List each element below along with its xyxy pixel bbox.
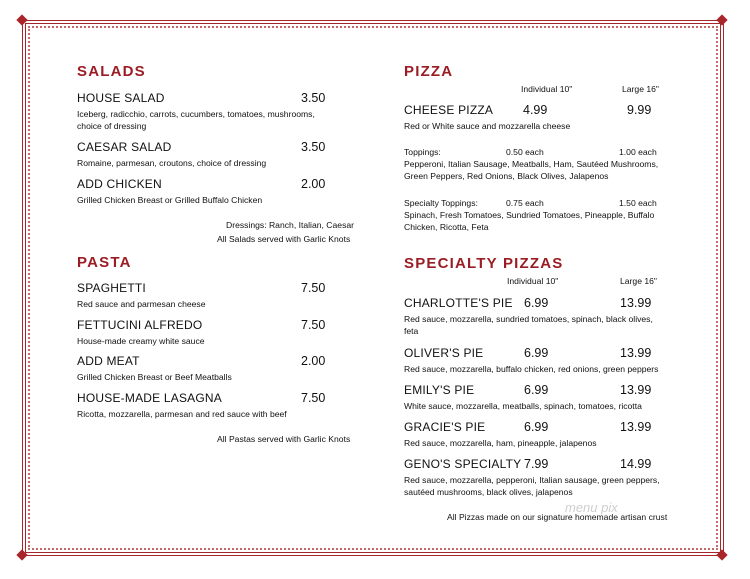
toppings-list: Pepperoni, Italian Sausage, Meatballs, Ham, Sautéed Mushrooms, bbox=[404, 159, 659, 169]
specialty-toppings-list: Spinach, Fresh Tomatoes, Sundried Tomatoes, Pineapple, Buffalo bbox=[404, 210, 655, 220]
menu-item-description: sautéed mushrooms, black olives, jalapenos bbox=[404, 487, 573, 497]
menu-item-name: CAESAR SALAD bbox=[77, 140, 172, 154]
menu-item-price: 3.50 bbox=[301, 140, 326, 154]
menu-item-name: OLIVER'S PIE bbox=[404, 346, 484, 360]
toppings-price-individual: 0.50 each bbox=[506, 147, 544, 157]
toppings-price-large: 1.00 each bbox=[619, 147, 657, 157]
menu-item-price-individual: 6.99 bbox=[524, 383, 549, 397]
menu-item-description: Red sauce and parmesan cheese bbox=[77, 299, 206, 309]
menu-item-name: GRACIE'S PIE bbox=[404, 420, 486, 434]
toppings-label: Toppings: bbox=[404, 147, 441, 157]
menu-item-description: Iceberg, radicchio, carrots, cucumbers, tomatoes, mushrooms, bbox=[77, 109, 315, 119]
salads-note: All Salads served with Garlic Knots bbox=[217, 234, 351, 244]
menu-item-price-large: 13.99 bbox=[620, 346, 652, 360]
dressings-note: Dressings: Ranch, Italian, Caesar bbox=[226, 220, 355, 230]
menu-item-description: Red sauce, mozzarella, ham, pineapple, jalapenos bbox=[404, 438, 597, 448]
pizza-crust-note: All Pizzas made on our signature homemade artisan crust bbox=[447, 512, 668, 522]
menu-item-price-large: 9.99 bbox=[627, 103, 652, 117]
salads-heading: SALADS bbox=[77, 63, 146, 80]
menu-item-price: 7.50 bbox=[301, 391, 326, 405]
menu-item-price-large: 13.99 bbox=[620, 296, 652, 310]
menu-item-name: HOUSE-MADE LASAGNA bbox=[77, 391, 222, 405]
column-header-individual: Individual 10" bbox=[521, 84, 573, 94]
menu-item-name: ADD CHICKEN bbox=[77, 177, 162, 191]
specialty-toppings-label: Specialty Toppings: bbox=[404, 198, 478, 208]
menu-item-price-individual: 7.99 bbox=[524, 457, 549, 471]
menu-item-price: 7.50 bbox=[301, 281, 326, 295]
menu-item-price-individual: 6.99 bbox=[524, 296, 549, 310]
menu-item-price: 2.00 bbox=[301, 177, 326, 191]
menu-item-name: FETTUCINI ALFREDO bbox=[77, 318, 203, 332]
column-header-large: Large 16" bbox=[620, 276, 657, 286]
menu-item-description: Romaine, parmesan, croutons, choice of dressing bbox=[77, 158, 267, 168]
specialty-toppings-list: Chicken, Ricotta, Feta bbox=[404, 222, 489, 232]
menu-item-description: Red sauce, mozzarella, pepperoni, Italian sausage, green peppers, bbox=[404, 475, 660, 485]
menu-item-name: CHARLOTTE'S PIE bbox=[404, 296, 513, 310]
menu-item-price: 2.00 bbox=[301, 354, 326, 368]
menu-item-name: CHEESE PIZZA bbox=[404, 103, 494, 117]
menu-item-description: Red sauce, mozzarella, buffalo chicken, red onions, green peppers bbox=[404, 364, 659, 374]
menu-item-description: Grilled Chicken Breast or Beef Meatballs bbox=[77, 372, 232, 382]
specialty-toppings-price-large: 1.50 each bbox=[619, 198, 657, 208]
menu-item-description: choice of dressing bbox=[77, 121, 147, 131]
specialty-pizzas-heading: SPECIALTY PIZZAS bbox=[404, 255, 564, 272]
menu-item-name: SPAGHETTI bbox=[77, 281, 146, 295]
menu-item-description: Grilled Chicken Breast or Grilled Buffalo Chicken bbox=[77, 195, 263, 205]
menu-item-price-individual: 6.99 bbox=[524, 420, 549, 434]
menu-item-name: GENO'S SPECIALTY bbox=[404, 457, 522, 471]
menu-item-price-individual: 6.99 bbox=[524, 346, 549, 360]
pasta-heading: PASTA bbox=[77, 254, 132, 271]
menu-item-name: HOUSE SALAD bbox=[77, 91, 165, 105]
toppings-list: Green Peppers, Red Onions, Black Olives, Jalapenos bbox=[404, 171, 609, 181]
menu-item-price-large: 14.99 bbox=[620, 457, 652, 471]
column-header-large: Large 16" bbox=[622, 84, 659, 94]
menu-item-price: 3.50 bbox=[301, 91, 326, 105]
menu-item-description: feta bbox=[404, 326, 419, 336]
menu-item-price-large: 13.99 bbox=[620, 383, 652, 397]
menu-item-description: Red or White sauce and mozzarella cheese bbox=[404, 121, 571, 131]
menu-item-price: 7.50 bbox=[301, 318, 326, 332]
pizza-heading: PIZZA bbox=[404, 63, 454, 80]
column-header-individual: Individual 10" bbox=[507, 276, 559, 286]
menu-item-description: House-made creamy white sauce bbox=[77, 336, 205, 346]
menu-item-price-large: 13.99 bbox=[620, 420, 652, 434]
menu-item-name: ADD MEAT bbox=[77, 354, 140, 368]
menu-item-name: EMILY'S PIE bbox=[404, 383, 475, 397]
watermark: menu pix bbox=[565, 500, 618, 515]
menu-item-description: Red sauce, mozzarella, sundried tomatoes, spinach, black olives, bbox=[404, 314, 653, 324]
menu-item-description: White sauce, mozzarella, meatballs, spinach, tomatoes, ricotta bbox=[404, 401, 642, 411]
specialty-toppings-price-individual: 0.75 each bbox=[506, 198, 544, 208]
pasta-note: All Pastas served with Garlic Knots bbox=[217, 434, 351, 444]
menu-item-price-individual: 4.99 bbox=[523, 103, 548, 117]
menu-item-description: Ricotta, mozzarella, parmesan and red sauce with beef bbox=[77, 409, 287, 419]
